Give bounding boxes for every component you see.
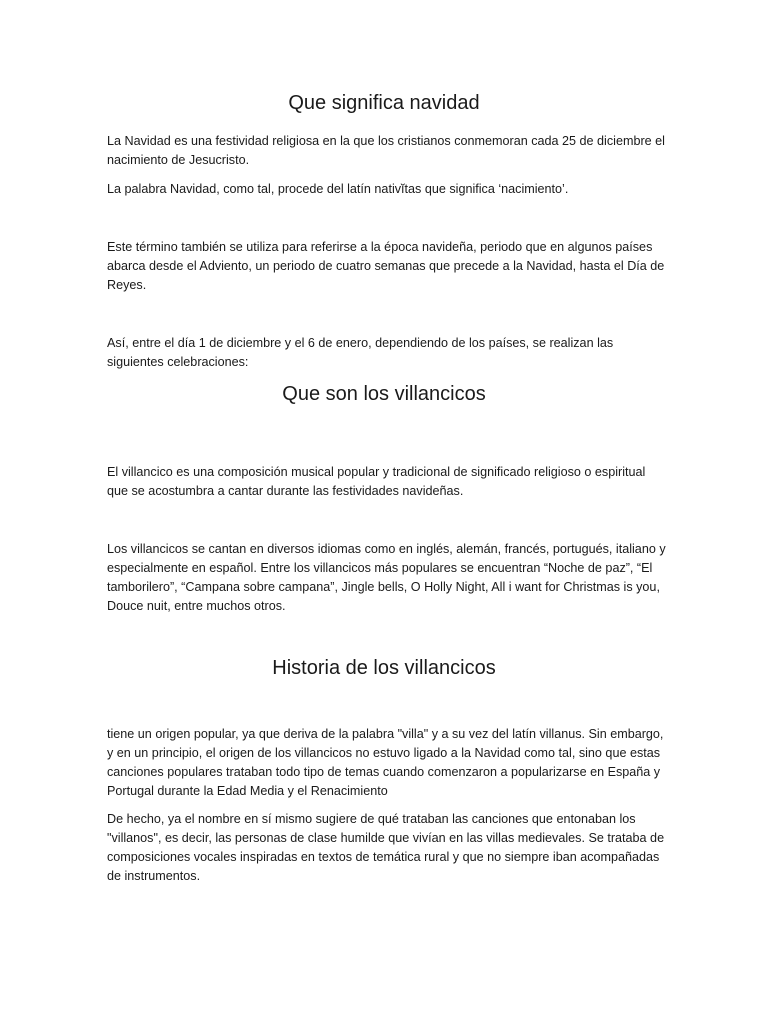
heading-historia-de-los-villancicos: Historia de los villancicos (272, 657, 496, 679)
paragraph-celebraciones: Así, entre el día 1 de diciembre y el 6 de enero, dependiendo de los países, se realizan las siguientes celebraciones: (107, 336, 614, 369)
paragraph-villancicos-idiomas: Los villancicos se cantan en diversos idiomas como en inglés, alemán, francés, portugués, italiano y especialmente en español. Entre los villancicos más populares se encuentran “Noche de paz”, “El tamborilero”, “Campana sobre campana”, Jingle bells, O Holly Night, All i want for Christmas is you, Douce nuit, entre muchos otros. (107, 542, 666, 613)
paragraph-epoca-navidena: Este término también se utiliza para referirse a la época navideña, periodo que en algunos países abarca desde el Adviento, un periodo de cuatro semanas que precede a la Navidad, hasta el Día de Reyes. (107, 240, 665, 292)
paragraph-navidad-definicion: La Navidad es una festividad religiosa en la que los cristianos conmemoran cada 25 de diciembre el nacimiento de Jesucristo. (107, 134, 665, 167)
paragraph-villancico-definicion: El villancico es una composición musical popular y tradicional de significado religioso o espiritual que se acostumbra a cantar durante las festividades navideñas. (107, 465, 646, 498)
paragraph-navidad-etimologia: La palabra Navidad, como tal, procede del latín nativĭtas que significa ‘nacimiento’. (107, 182, 569, 196)
heading-que-son-los-villancicos: Que son los villancicos (282, 383, 486, 405)
paragraph-nombre-villanos: De hecho, ya el nombre en sí mismo sugiere de qué trataban las canciones que entonaban los "villanos", es decir, las personas de clase humilde que vivían en las villas medievales. Se trataba de composiciones vocales inspiradas en textos de temática rural y que no siempre iban acompañadas de instrumentos. (107, 812, 665, 883)
paragraph-origen-villancicos: tiene un origen popular, ya que deriva de la palabra "villa" y a su vez del latín villanus. Sin embargo, y en un principio, el origen de los villancicos no estuvo ligado a la Navidad como tal, sino que estas canciones populares trataban todo tipo de temas cuando comenzaron a popularizarse en España y Portugal durante la Edad Media y el Renacimiento (107, 727, 664, 798)
heading-que-significa-navidad: Que significa navidad (288, 92, 480, 114)
